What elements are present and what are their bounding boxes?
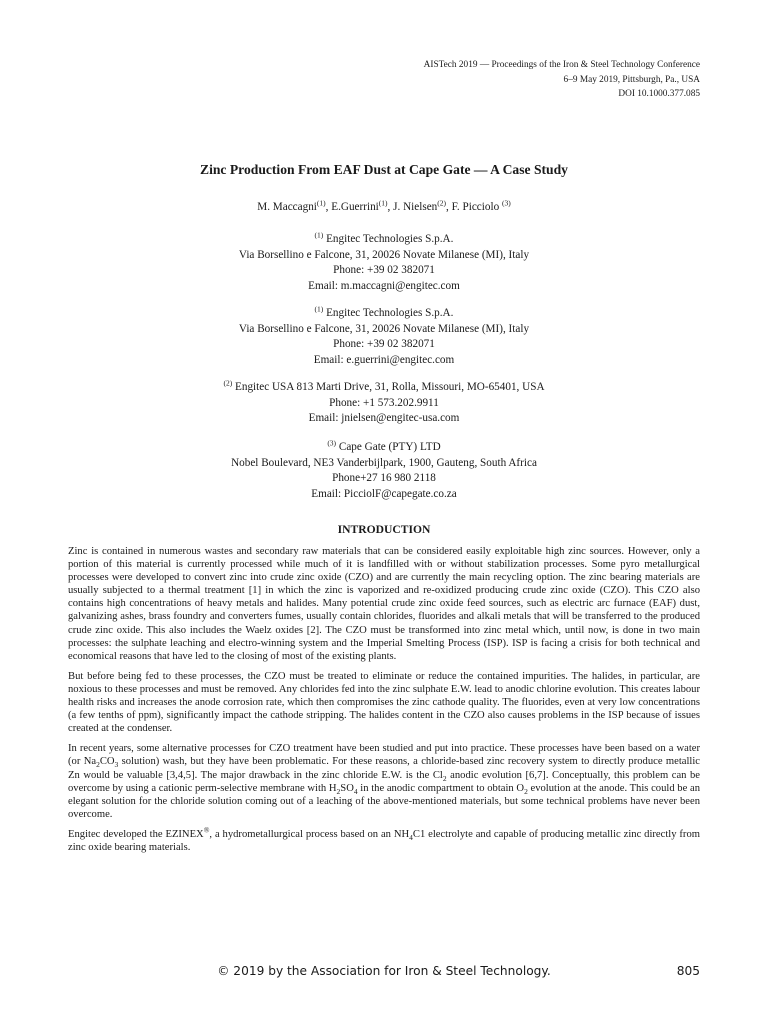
page-number: 805 bbox=[676, 964, 700, 978]
affiliation-email: Email: jnielsen@engitec-usa.com bbox=[308, 412, 460, 424]
affiliation-phone: Phone: +1 573.202.9911 bbox=[329, 396, 439, 409]
affiliation-ref: (2) bbox=[223, 378, 233, 388]
author-affil-ref: (3) bbox=[501, 198, 511, 208]
author-name: J. Nielsen bbox=[393, 201, 438, 213]
author-list bbox=[0, 198, 768, 213]
affiliation-org: $^{(2)}$ Engitec USA 813 Marti Drive, 31, Rolla, Missouri, MO-65401, USA bbox=[223, 378, 545, 393]
section-heading: INTRODUCTION bbox=[337, 523, 431, 536]
affiliation-block bbox=[0, 380, 768, 427]
paragraph: Engitec developed the EZINEX®, a hydrometallurgical process based on an $NH_4C1$ electrolyte and capable of producing metallic zinc directly from zinc oxide bearing materials. bbox=[68, 825, 700, 853]
affiliation-address: Via Borsellino e Falcone, 31, 20026 Novate Milanese (MI), Italy bbox=[238, 248, 530, 261]
author-name: E.Guerrini bbox=[331, 201, 379, 213]
paragraph: Zinc is contained in numerous wastes and secondary raw materials that can be considered easily exploitable high zinc sources. However, only a portion of this material is currently processed while much of it is landfilled with or without stabilization processes. Some pyro metallurgical processes were developed to convert zinc into crude zinc oxide (CZO) and are currently the main recycling option. The zinc bearing materials are usually subjected to a thermal treatment [1] in which the zinc is vaporized and re-oxidized producing crude zinc oxide (CZO). This CZO also contains high concentrations of heavy metals and halides. Many potential crude zinc oxide feed sources, such as electric arc furnace (EAF) dust, galvanizing ashes, brass foundry and converters fumes, usually contain chlorides, fluorides and alkali metals that will be transferred to the produced crude zinc oxide. This also includes the Waelz oxides [2]. The CZO must be transformed into zinc metal which, until now, is done in two main processes: the sulphate leaching and electro-winning system and the Imperial Smelting Process (ISP). ISP is facing a crisis for both technical and economical reasons that have led to the closing of most of the existing plants. bbox=[68, 546, 700, 662]
affiliation-phone: Phone: +39 02 382071 bbox=[333, 338, 435, 350]
affiliation-org: $^{(1)}$ Engitec Technologies S.p.A. bbox=[314, 230, 454, 245]
author-affil-ref: (1) bbox=[378, 198, 388, 208]
paper-title: Zinc Production From EAF Dust at Cape Gate — A Case Study bbox=[200, 162, 568, 177]
affiliation-email: Email: m.maccagni@engitec.com bbox=[308, 279, 460, 292]
header-date-location: 6–9 May 2019, Pittsburgh, Pa., USA bbox=[563, 74, 700, 85]
paragraph: But before being fed to these processes, the CZO must be treated to eliminate or reduce the contained impurities. The halides, in particular, are noxious to these processes and must be removed. Any chlorides fed into the zinc sulphate E.W. lead to anodic chlorine evolution. This creates labour health risks and increases the anode corrosion rate, which then compromises the zinc cathode quality. The fluorides, even at very low concentrations (a few tenths of ppm), significantly impact the cathode stripping. The halides content in the CZO also causes problems in the ISP because of issues created at the condenser. bbox=[68, 670, 700, 735]
affiliation-ref: (3) bbox=[327, 438, 337, 448]
affiliation-phone: Phone: +39 02 382071 bbox=[333, 264, 435, 276]
affiliation-ref: (1) bbox=[314, 304, 324, 314]
author-name: M. Maccagni bbox=[257, 201, 317, 213]
affiliation-org: $^{(3)}$ Cape Gate (PTY) LTD bbox=[327, 438, 441, 453]
author-separator: , bbox=[387, 201, 394, 213]
affiliation-email: Email: PicciolF@capegate.co.za bbox=[311, 487, 457, 500]
paragraph: In recent years, some alternative processes for CZO treatment have been studied and put into practice. These processes have been based on a water (or $Na_2CO_3$ solution) wash, but they have been problematic. For these reasons, a chloride-based zinc recovery system to directly produce metallic Zn would be valuable [3,4,5]. The major drawback in the zinc chloride E.W. is the $Cl_2$ anodic evolution [6,7]. Conceptually, this problem can be overcome by using a cationic perm-selective membrane with $H_2SO_4$ in the anodic compartment to obtain $O_2$ evolution at the anode. This could be an elegant solution for the chloride solution coming out of a leaching of the above-mentioned materials, but some technical problems have never been overcome. bbox=[68, 743, 700, 820]
affiliation-block bbox=[0, 440, 768, 502]
affiliation-block bbox=[0, 232, 768, 294]
affiliation-org: $^{(1)}$ Engitec Technologies S.p.A. bbox=[314, 304, 454, 319]
author-affil-ref: (2) bbox=[437, 198, 446, 208]
affiliation-address: Via Borsellino e Falcone, 31, 20026 Novate Milanese (MI), Italy bbox=[238, 322, 530, 335]
body-text bbox=[68, 545, 700, 861]
header-doi: DOI 10.1000.377.085 bbox=[618, 89, 700, 99]
proceedings-header bbox=[424, 58, 700, 102]
affiliation-block bbox=[0, 306, 768, 368]
author-affil-ref: (1) bbox=[316, 198, 326, 208]
affiliation-email: Email: e.guerrini@engitec.com bbox=[313, 353, 455, 366]
affiliation-address: Nobel Boulevard, NE3 Vanderbijlpark, 1900, Gauteng, South Africa bbox=[231, 456, 537, 469]
author-separator: , bbox=[325, 201, 332, 213]
author-name: F. Picciolo bbox=[451, 201, 502, 213]
affiliation-ref: (1) bbox=[314, 230, 324, 240]
author-separator: , bbox=[446, 201, 452, 213]
footer-copyright: © 2019 by the Association for Iron & Steel Technology. bbox=[217, 964, 551, 978]
header-conference: AISTech 2019 — Proceedings of the Iron & Steel Technology Conference bbox=[423, 60, 700, 70]
affiliation-phone: Phone+27 16 980 2118 bbox=[332, 472, 436, 484]
